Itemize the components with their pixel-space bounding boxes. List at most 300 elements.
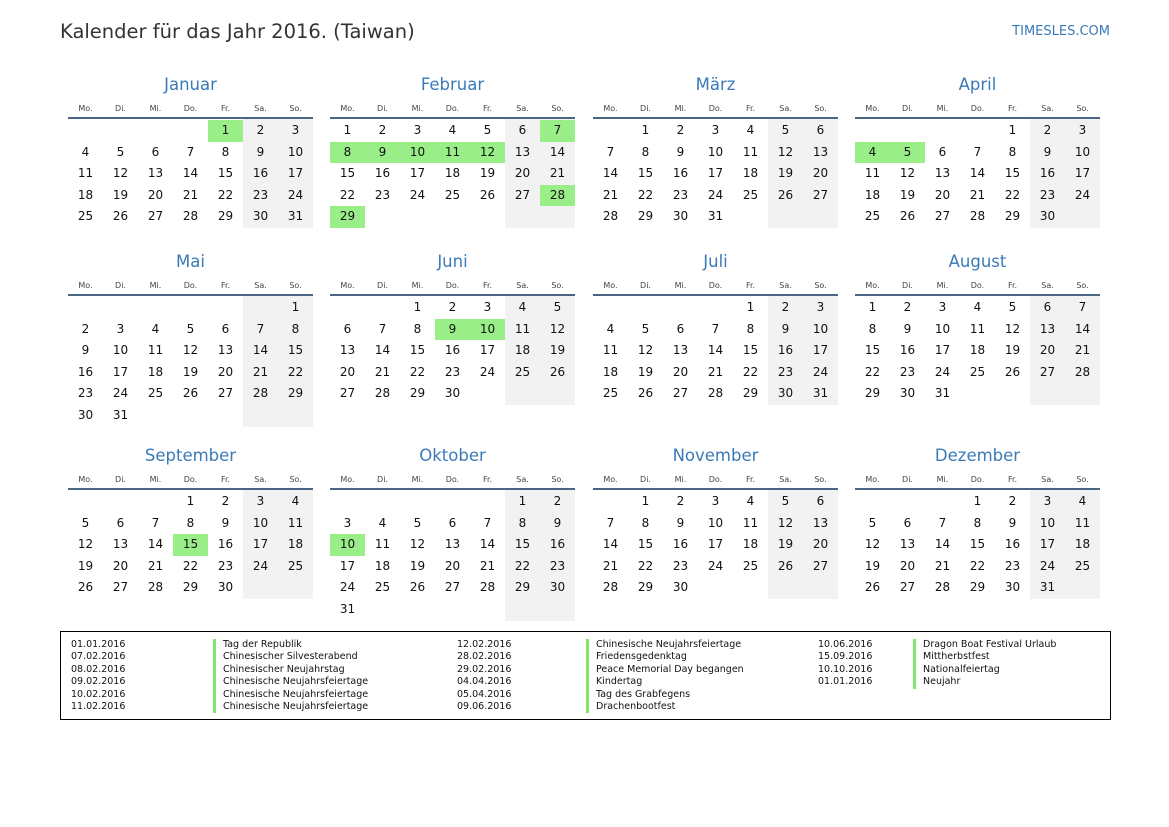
day-cell[interactable]: 9 bbox=[676, 515, 685, 530]
day-cell[interactable]: 26 bbox=[864, 580, 881, 595]
day-cell[interactable]: 21 bbox=[934, 558, 951, 573]
day-cell[interactable]: 12 bbox=[549, 321, 566, 336]
day-cell[interactable]: 4 bbox=[1078, 494, 1087, 508]
day-cell[interactable]: 22 bbox=[409, 364, 426, 379]
holiday-day-cell[interactable]: 11 bbox=[435, 142, 470, 164]
day-cell[interactable]: 5 bbox=[868, 515, 877, 530]
day-cell[interactable]: 28 bbox=[707, 386, 724, 401]
day-cell[interactable]: 9 bbox=[256, 144, 265, 159]
day-cell[interactable]: 30 bbox=[217, 580, 234, 595]
day-cell[interactable]: 31 bbox=[812, 386, 829, 401]
day-cell[interactable]: 28 bbox=[374, 386, 391, 401]
day-cell[interactable]: 24 bbox=[409, 187, 426, 202]
day-cell[interactable]: 3 bbox=[711, 494, 720, 508]
day-cell[interactable]: 23 bbox=[77, 386, 94, 401]
day-cell[interactable]: 11 bbox=[77, 166, 94, 181]
day-cell[interactable]: 22 bbox=[864, 364, 881, 379]
day-cell[interactable]: 30 bbox=[252, 209, 269, 224]
day-cell[interactable]: 19 bbox=[864, 558, 881, 573]
day-cell[interactable]: 3 bbox=[116, 321, 125, 336]
day-cell[interactable]: 9 bbox=[676, 144, 685, 159]
day-cell[interactable]: 24 bbox=[479, 364, 496, 379]
day-cell[interactable]: 26 bbox=[77, 580, 94, 595]
day-cell[interactable]: 13 bbox=[934, 166, 951, 181]
holiday-day-cell[interactable]: 28 bbox=[540, 185, 575, 207]
day-cell[interactable]: 26 bbox=[1004, 364, 1021, 379]
day-cell[interactable]: 13 bbox=[444, 537, 461, 552]
day-cell[interactable]: 1 bbox=[413, 300, 422, 314]
holiday-day-cell[interactable]: 10 bbox=[470, 319, 505, 341]
day-cell[interactable]: 5 bbox=[413, 515, 422, 530]
day-cell[interactable]: 25 bbox=[444, 187, 461, 202]
day-cell[interactable]: 5 bbox=[553, 300, 562, 314]
day-cell[interactable]: 23 bbox=[1004, 558, 1021, 573]
day-cell[interactable]: 13 bbox=[1039, 321, 1056, 336]
day-cell[interactable]: 17 bbox=[1039, 537, 1056, 552]
day-cell[interactable]: 23 bbox=[252, 187, 269, 202]
day-cell[interactable]: 1 bbox=[641, 494, 650, 508]
day-cell[interactable]: 28 bbox=[147, 580, 164, 595]
day-cell[interactable]: 6 bbox=[151, 144, 160, 159]
day-cell[interactable]: 25 bbox=[287, 558, 304, 573]
day-cell[interactable]: 13 bbox=[147, 166, 164, 181]
day-cell[interactable]: 7 bbox=[483, 515, 492, 530]
day-cell[interactable]: 6 bbox=[903, 515, 912, 530]
day-cell[interactable]: 9 bbox=[781, 321, 790, 336]
day-cell[interactable]: 13 bbox=[514, 144, 531, 159]
day-cell[interactable]: 22 bbox=[182, 558, 199, 573]
day-cell[interactable]: 29 bbox=[182, 580, 199, 595]
day-cell[interactable]: 26 bbox=[777, 558, 794, 573]
day-cell[interactable]: 3 bbox=[256, 494, 265, 508]
day-cell[interactable]: 16 bbox=[444, 343, 461, 358]
day-cell[interactable]: 17 bbox=[707, 537, 724, 552]
day-cell[interactable]: 28 bbox=[969, 209, 986, 224]
day-cell[interactable]: 14 bbox=[182, 166, 199, 181]
day-cell[interactable]: 15 bbox=[409, 343, 426, 358]
day-cell[interactable]: 30 bbox=[77, 408, 94, 422]
day-cell[interactable]: 11 bbox=[864, 166, 881, 181]
day-cell[interactable]: 9 bbox=[903, 321, 912, 336]
day-cell[interactable]: 16 bbox=[549, 537, 566, 552]
day-cell[interactable]: 9 bbox=[81, 343, 90, 358]
day-cell[interactable]: 19 bbox=[479, 166, 496, 181]
day-cell[interactable]: 18 bbox=[742, 537, 759, 552]
day-cell[interactable]: 16 bbox=[217, 537, 234, 552]
day-cell[interactable]: 21 bbox=[1074, 343, 1091, 358]
day-cell[interactable]: 27 bbox=[812, 558, 829, 573]
day-cell[interactable]: 2 bbox=[781, 300, 790, 314]
day-cell[interactable]: 22 bbox=[637, 558, 654, 573]
day-cell[interactable]: 17 bbox=[812, 343, 829, 358]
day-cell[interactable]: 28 bbox=[252, 386, 269, 401]
day-cell[interactable]: 7 bbox=[938, 515, 947, 530]
day-cell[interactable]: 27 bbox=[934, 209, 951, 224]
day-cell[interactable]: 22 bbox=[514, 558, 531, 573]
day-cell[interactable]: 8 bbox=[746, 321, 755, 336]
day-cell[interactable]: 17 bbox=[112, 364, 129, 379]
day-cell[interactable]: 24 bbox=[934, 364, 951, 379]
day-cell[interactable]: 7 bbox=[186, 144, 195, 159]
day-cell[interactable]: 14 bbox=[934, 537, 951, 552]
day-cell[interactable]: 29 bbox=[514, 580, 531, 595]
day-cell[interactable]: 26 bbox=[549, 364, 566, 379]
day-cell[interactable]: 2 bbox=[903, 300, 912, 314]
day-cell[interactable]: 20 bbox=[812, 537, 829, 552]
day-cell[interactable]: 1 bbox=[291, 300, 300, 314]
day-cell[interactable]: 4 bbox=[973, 300, 982, 314]
day-cell[interactable]: 21 bbox=[147, 558, 164, 573]
day-cell[interactable]: 15 bbox=[864, 343, 881, 358]
day-cell[interactable]: 26 bbox=[899, 209, 916, 224]
day-cell[interactable]: 31 bbox=[707, 209, 724, 224]
day-cell[interactable]: 14 bbox=[707, 343, 724, 358]
day-cell[interactable]: 29 bbox=[637, 209, 654, 224]
day-cell[interactable]: 22 bbox=[969, 558, 986, 573]
day-cell[interactable]: 6 bbox=[938, 144, 947, 159]
day-cell[interactable]: 31 bbox=[934, 386, 951, 401]
day-cell[interactable]: 19 bbox=[409, 558, 426, 573]
day-cell[interactable]: 14 bbox=[549, 144, 566, 159]
day-cell[interactable]: 16 bbox=[77, 364, 94, 379]
day-cell[interactable]: 3 bbox=[291, 123, 300, 137]
day-cell[interactable]: 13 bbox=[339, 343, 356, 358]
day-cell[interactable]: 8 bbox=[868, 321, 877, 336]
day-cell[interactable]: 24 bbox=[812, 364, 829, 379]
day-cell[interactable]: 8 bbox=[1008, 144, 1017, 159]
day-cell[interactable]: 6 bbox=[676, 321, 685, 336]
day-cell[interactable]: 18 bbox=[374, 558, 391, 573]
day-cell[interactable]: 20 bbox=[899, 558, 916, 573]
day-cell[interactable]: 4 bbox=[81, 144, 90, 159]
day-cell[interactable]: 12 bbox=[899, 166, 916, 181]
day-cell[interactable]: 20 bbox=[812, 166, 829, 181]
day-cell[interactable]: 24 bbox=[707, 187, 724, 202]
day-cell[interactable]: 19 bbox=[77, 558, 94, 573]
day-cell[interactable]: 20 bbox=[339, 364, 356, 379]
day-cell[interactable]: 5 bbox=[81, 515, 90, 530]
day-cell[interactable]: 8 bbox=[641, 515, 650, 530]
day-cell[interactable]: 8 bbox=[221, 144, 230, 159]
day-cell[interactable]: 3 bbox=[1043, 494, 1052, 508]
day-cell[interactable]: 6 bbox=[816, 123, 825, 137]
day-cell[interactable]: 25 bbox=[374, 580, 391, 595]
day-cell[interactable]: 10 bbox=[287, 144, 304, 159]
day-cell[interactable]: 15 bbox=[287, 343, 304, 358]
day-cell[interactable]: 19 bbox=[777, 537, 794, 552]
day-cell[interactable]: 30 bbox=[777, 386, 794, 401]
day-cell[interactable]: 19 bbox=[1004, 343, 1021, 358]
day-cell[interactable]: 24 bbox=[112, 386, 129, 401]
day-cell[interactable]: 1 bbox=[343, 123, 352, 137]
day-cell[interactable]: 27 bbox=[899, 580, 916, 595]
day-cell[interactable]: 27 bbox=[147, 209, 164, 224]
day-cell[interactable]: 29 bbox=[637, 580, 654, 595]
day-cell[interactable]: 20 bbox=[112, 558, 129, 573]
day-cell[interactable]: 11 bbox=[147, 343, 164, 358]
day-cell[interactable]: 1 bbox=[641, 123, 650, 137]
day-cell[interactable]: 1 bbox=[868, 300, 877, 314]
holiday-day-cell[interactable]: 8 bbox=[330, 142, 365, 164]
day-cell[interactable]: 18 bbox=[287, 537, 304, 552]
day-cell[interactable]: 19 bbox=[182, 364, 199, 379]
day-cell[interactable]: 20 bbox=[514, 166, 531, 181]
day-cell[interactable]: 2 bbox=[1008, 494, 1017, 508]
day-cell[interactable]: 3 bbox=[816, 300, 825, 314]
day-cell[interactable]: 11 bbox=[287, 515, 304, 530]
day-cell[interactable]: 12 bbox=[112, 166, 129, 181]
day-cell[interactable]: 17 bbox=[409, 166, 426, 181]
day-cell[interactable]: 25 bbox=[514, 364, 531, 379]
day-cell[interactable]: 16 bbox=[672, 537, 689, 552]
day-cell[interactable]: 2 bbox=[448, 300, 457, 314]
day-cell[interactable]: 5 bbox=[116, 144, 125, 159]
day-cell[interactable]: 9 bbox=[553, 515, 562, 530]
day-cell[interactable]: 7 bbox=[378, 321, 387, 336]
day-cell[interactable]: 31 bbox=[339, 602, 356, 616]
day-cell[interactable]: 29 bbox=[969, 580, 986, 595]
day-cell[interactable]: 23 bbox=[899, 364, 916, 379]
day-cell[interactable]: 21 bbox=[549, 166, 566, 181]
day-cell[interactable]: 2 bbox=[378, 123, 387, 137]
day-cell[interactable]: 4 bbox=[606, 321, 615, 336]
day-cell[interactable]: 2 bbox=[676, 123, 685, 137]
day-cell[interactable]: 7 bbox=[711, 321, 720, 336]
day-cell[interactable]: 7 bbox=[606, 144, 615, 159]
day-cell[interactable]: 6 bbox=[343, 321, 352, 336]
day-cell[interactable]: 1 bbox=[973, 494, 982, 508]
day-cell[interactable]: 7 bbox=[151, 515, 160, 530]
day-cell[interactable]: 28 bbox=[1074, 364, 1091, 379]
day-cell[interactable]: 12 bbox=[777, 144, 794, 159]
day-cell[interactable]: 8 bbox=[973, 515, 982, 530]
day-cell[interactable]: 11 bbox=[374, 537, 391, 552]
holiday-day-cell[interactable]: 9 bbox=[435, 319, 470, 341]
holiday-day-cell[interactable]: 12 bbox=[470, 142, 505, 164]
day-cell[interactable]: 14 bbox=[252, 343, 269, 358]
day-cell[interactable]: 26 bbox=[637, 386, 654, 401]
day-cell[interactable]: 5 bbox=[781, 494, 790, 508]
day-cell[interactable]: 31 bbox=[287, 209, 304, 224]
day-cell[interactable]: 4 bbox=[746, 494, 755, 508]
day-cell[interactable]: 15 bbox=[1004, 166, 1021, 181]
day-cell[interactable]: 2 bbox=[81, 321, 90, 336]
day-cell[interactable]: 30 bbox=[549, 580, 566, 595]
day-cell[interactable]: 10 bbox=[707, 144, 724, 159]
day-cell[interactable]: 31 bbox=[1039, 580, 1056, 595]
holiday-day-cell[interactable]: 1 bbox=[208, 120, 243, 142]
day-cell[interactable]: 18 bbox=[864, 187, 881, 202]
day-cell[interactable]: 24 bbox=[1074, 187, 1091, 202]
day-cell[interactable]: 28 bbox=[602, 580, 619, 595]
day-cell[interactable]: 23 bbox=[444, 364, 461, 379]
day-cell[interactable]: 25 bbox=[864, 209, 881, 224]
day-cell[interactable]: 27 bbox=[514, 187, 531, 202]
day-cell[interactable]: 26 bbox=[112, 209, 129, 224]
day-cell[interactable]: 29 bbox=[742, 386, 759, 401]
day-cell[interactable]: 18 bbox=[147, 364, 164, 379]
day-cell[interactable]: 19 bbox=[549, 343, 566, 358]
day-cell[interactable]: 11 bbox=[742, 144, 759, 159]
day-cell[interactable]: 14 bbox=[602, 537, 619, 552]
day-cell[interactable]: 3 bbox=[711, 123, 720, 137]
holiday-day-cell[interactable]: 7 bbox=[540, 120, 575, 142]
day-cell[interactable]: 6 bbox=[448, 515, 457, 530]
day-cell[interactable]: 16 bbox=[374, 166, 391, 181]
day-cell[interactable]: 9 bbox=[221, 515, 230, 530]
day-cell[interactable]: 4 bbox=[151, 321, 160, 336]
day-cell[interactable]: 30 bbox=[444, 386, 461, 401]
holiday-day-cell[interactable]: 5 bbox=[890, 142, 925, 164]
day-cell[interactable]: 29 bbox=[217, 209, 234, 224]
day-cell[interactable]: 12 bbox=[777, 515, 794, 530]
day-cell[interactable]: 9 bbox=[1043, 144, 1052, 159]
day-cell[interactable]: 22 bbox=[339, 187, 356, 202]
day-cell[interactable]: 25 bbox=[1074, 558, 1091, 573]
day-cell[interactable]: 1 bbox=[186, 494, 195, 508]
day-cell[interactable]: 13 bbox=[899, 537, 916, 552]
day-cell[interactable]: 23 bbox=[672, 187, 689, 202]
day-cell[interactable]: 10 bbox=[934, 321, 951, 336]
day-cell[interactable]: 8 bbox=[186, 515, 195, 530]
day-cell[interactable]: 15 bbox=[217, 166, 234, 181]
day-cell[interactable]: 29 bbox=[287, 386, 304, 401]
day-cell[interactable]: 23 bbox=[777, 364, 794, 379]
day-cell[interactable]: 28 bbox=[934, 580, 951, 595]
day-cell[interactable]: 14 bbox=[147, 537, 164, 552]
day-cell[interactable]: 21 bbox=[182, 187, 199, 202]
day-cell[interactable]: 23 bbox=[672, 558, 689, 573]
day-cell[interactable]: 7 bbox=[256, 321, 265, 336]
day-cell[interactable]: 26 bbox=[409, 580, 426, 595]
day-cell[interactable]: 12 bbox=[637, 343, 654, 358]
day-cell[interactable]: 12 bbox=[182, 343, 199, 358]
day-cell[interactable]: 10 bbox=[1039, 515, 1056, 530]
day-cell[interactable]: 11 bbox=[602, 343, 619, 358]
day-cell[interactable]: 20 bbox=[217, 364, 234, 379]
day-cell[interactable]: 17 bbox=[1074, 166, 1091, 181]
day-cell[interactable]: 24 bbox=[287, 187, 304, 202]
day-cell[interactable]: 11 bbox=[969, 321, 986, 336]
day-cell[interactable]: 7 bbox=[973, 144, 982, 159]
day-cell[interactable]: 2 bbox=[553, 494, 562, 508]
day-cell[interactable]: 5 bbox=[781, 123, 790, 137]
day-cell[interactable]: 14 bbox=[479, 537, 496, 552]
day-cell[interactable]: 25 bbox=[147, 386, 164, 401]
day-cell[interactable]: 5 bbox=[186, 321, 195, 336]
day-cell[interactable]: 25 bbox=[742, 187, 759, 202]
day-cell[interactable]: 31 bbox=[112, 408, 129, 422]
day-cell[interactable]: 26 bbox=[182, 386, 199, 401]
day-cell[interactable]: 3 bbox=[343, 515, 352, 530]
day-cell[interactable]: 22 bbox=[287, 364, 304, 379]
day-cell[interactable]: 24 bbox=[339, 580, 356, 595]
holiday-day-cell[interactable]: 9 bbox=[365, 142, 400, 164]
day-cell[interactable]: 15 bbox=[637, 166, 654, 181]
day-cell[interactable]: 22 bbox=[217, 187, 234, 202]
day-cell[interactable]: 23 bbox=[1039, 187, 1056, 202]
day-cell[interactable]: 11 bbox=[514, 321, 531, 336]
day-cell[interactable]: 6 bbox=[816, 494, 825, 508]
day-cell[interactable]: 21 bbox=[602, 187, 619, 202]
day-cell[interactable]: 27 bbox=[812, 187, 829, 202]
day-cell[interactable]: 17 bbox=[479, 343, 496, 358]
day-cell[interactable]: 13 bbox=[672, 343, 689, 358]
day-cell[interactable]: 15 bbox=[742, 343, 759, 358]
day-cell[interactable]: 10 bbox=[112, 343, 129, 358]
day-cell[interactable]: 20 bbox=[1039, 343, 1056, 358]
day-cell[interactable]: 28 bbox=[182, 209, 199, 224]
day-cell[interactable]: 25 bbox=[602, 386, 619, 401]
day-cell[interactable]: 21 bbox=[374, 364, 391, 379]
day-cell[interactable]: 12 bbox=[1004, 321, 1021, 336]
day-cell[interactable]: 6 bbox=[116, 515, 125, 530]
day-cell[interactable]: 4 bbox=[746, 123, 755, 137]
day-cell[interactable]: 5 bbox=[641, 321, 650, 336]
day-cell[interactable]: 3 bbox=[413, 123, 422, 137]
day-cell[interactable]: 30 bbox=[1004, 580, 1021, 595]
day-cell[interactable]: 15 bbox=[969, 537, 986, 552]
day-cell[interactable]: 30 bbox=[899, 386, 916, 401]
day-cell[interactable]: 22 bbox=[1004, 187, 1021, 202]
day-cell[interactable]: 29 bbox=[1004, 209, 1021, 224]
day-cell[interactable]: 15 bbox=[339, 166, 356, 181]
day-cell[interactable]: 18 bbox=[969, 343, 986, 358]
day-cell[interactable]: 23 bbox=[549, 558, 566, 573]
day-cell[interactable]: 12 bbox=[864, 537, 881, 552]
day-cell[interactable]: 20 bbox=[934, 187, 951, 202]
holiday-day-cell[interactable]: 4 bbox=[855, 142, 890, 164]
holiday-day-cell[interactable]: 10 bbox=[330, 534, 365, 556]
day-cell[interactable]: 17 bbox=[934, 343, 951, 358]
day-cell[interactable]: 27 bbox=[672, 386, 689, 401]
day-cell[interactable]: 23 bbox=[374, 187, 391, 202]
day-cell[interactable]: 6 bbox=[1043, 300, 1052, 314]
day-cell[interactable]: 18 bbox=[444, 166, 461, 181]
day-cell[interactable]: 28 bbox=[602, 209, 619, 224]
day-cell[interactable]: 17 bbox=[252, 537, 269, 552]
day-cell[interactable]: 23 bbox=[217, 558, 234, 573]
day-cell[interactable]: 9 bbox=[1008, 515, 1017, 530]
holiday-day-cell[interactable]: 10 bbox=[400, 142, 435, 164]
day-cell[interactable]: 22 bbox=[637, 187, 654, 202]
day-cell[interactable]: 19 bbox=[112, 187, 129, 202]
day-cell[interactable]: 24 bbox=[1039, 558, 1056, 573]
day-cell[interactable]: 15 bbox=[514, 537, 531, 552]
day-cell[interactable]: 4 bbox=[448, 123, 457, 137]
day-cell[interactable]: 26 bbox=[479, 187, 496, 202]
day-cell[interactable]: 18 bbox=[77, 187, 94, 202]
day-cell[interactable]: 19 bbox=[777, 166, 794, 181]
day-cell[interactable]: 30 bbox=[1039, 209, 1056, 224]
holiday-day-cell[interactable]: 29 bbox=[330, 206, 365, 228]
day-cell[interactable]: 15 bbox=[637, 537, 654, 552]
day-cell[interactable]: 24 bbox=[252, 558, 269, 573]
day-cell[interactable]: 27 bbox=[112, 580, 129, 595]
day-cell[interactable]: 18 bbox=[1074, 537, 1091, 552]
day-cell[interactable]: 1 bbox=[1008, 123, 1017, 137]
day-cell[interactable]: 20 bbox=[672, 364, 689, 379]
day-cell[interactable]: 18 bbox=[602, 364, 619, 379]
day-cell[interactable]: 17 bbox=[287, 166, 304, 181]
day-cell[interactable]: 30 bbox=[672, 580, 689, 595]
day-cell[interactable]: 27 bbox=[217, 386, 234, 401]
day-cell[interactable]: 5 bbox=[483, 123, 492, 137]
day-cell[interactable]: 11 bbox=[742, 515, 759, 530]
day-cell[interactable]: 3 bbox=[483, 300, 492, 314]
day-cell[interactable]: 14 bbox=[602, 166, 619, 181]
day-cell[interactable]: 2 bbox=[676, 494, 685, 508]
